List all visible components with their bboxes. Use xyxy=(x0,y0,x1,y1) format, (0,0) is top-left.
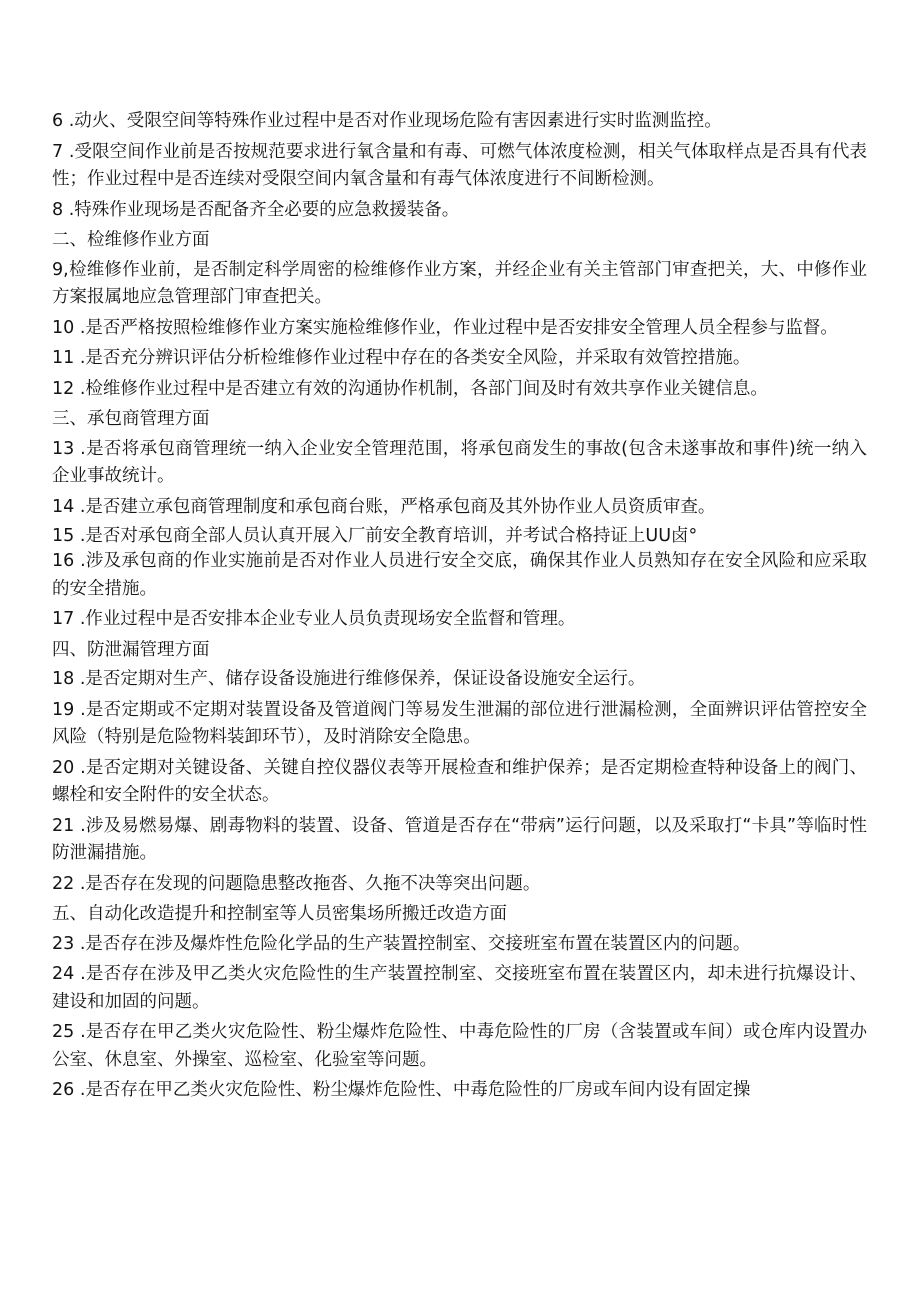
checklist-item xyxy=(52,697,867,752)
item-number-separator: . xyxy=(74,815,86,836)
item-text: 是否存在甲乙类火灾危险性、粉尘爆炸危险性、中毒危险性的厂房或车间内设有固定操 xyxy=(85,1080,751,1100)
checklist-item xyxy=(52,871,867,899)
checklist-item xyxy=(52,548,867,603)
item-number: 13 xyxy=(52,438,75,459)
item-number-separator: . xyxy=(74,317,86,338)
item-number-separator: . xyxy=(74,1022,86,1042)
item-number: 24 xyxy=(52,964,75,984)
item-text: 是否充分辨识评估分析检维修作业过程中存在的各类安全风险，并采取有效管控措施。 xyxy=(85,348,751,368)
item-number: 26 xyxy=(52,1080,75,1100)
checklist-item xyxy=(52,1077,867,1105)
item-number: 14 xyxy=(52,496,75,517)
document-body xyxy=(52,108,867,1108)
checklist-item xyxy=(52,345,867,373)
checklist-item xyxy=(52,755,867,810)
item-text: 是否对承包商全部人员认真开展入厂前安全教育培训，并考试合格持证上UU卤° xyxy=(85,526,698,546)
item-number: 16 xyxy=(52,551,75,571)
item-number-separator: . xyxy=(74,551,86,571)
item-text: 是否存在甲乙类火灾危险性、粉尘爆炸危险性、中毒危险性的厂房（含装置或车间）或仓库内设置办公室、休息室、外操室、巡检室、化验室等问题。 xyxy=(52,1022,867,1070)
item-number: 7 xyxy=(52,141,64,162)
item-text: 是否存在发现的问题隐患整改拖沓、久拖不决等突出问题。 xyxy=(85,873,541,894)
checklist-item xyxy=(52,1019,867,1074)
item-number: 17 xyxy=(52,609,75,629)
checklist-item xyxy=(52,524,867,548)
item-number-separator: . xyxy=(74,757,86,778)
item-number: 18 xyxy=(52,669,75,689)
item-text: 是否定期对关键设备、关键自控仪器仪表等开展检查和维护保养；是否定期检查特种设备上的阀门、螺栓和安全附件的安全状态。 xyxy=(52,757,867,805)
item-text: 是否将承包商管理统一纳入企业安全管理范围，将承包商发生的事故(包含未遂事故和事件)统一纳入企业事故统计。 xyxy=(52,438,867,486)
item-text: 是否建立承包商管理制度和承包商台账，严格承包商及其外协作业人员资质审查。 xyxy=(85,496,716,517)
item-number-separator: . xyxy=(63,141,75,162)
item-number-separator: . xyxy=(74,933,86,954)
item-number-separator: , xyxy=(63,259,69,280)
item-text: 是否定期对生产、储存设备设施进行维修保养，保证设备设施安全运行。 xyxy=(85,669,646,689)
item-number-separator: . xyxy=(74,348,86,368)
item-number-separator: . xyxy=(74,873,86,894)
item-number: 19 xyxy=(52,699,75,720)
item-number-separator: . xyxy=(74,669,86,689)
item-number-separator: . xyxy=(74,496,86,517)
item-text: 检维修作业前，是否制定科学周密的检维修作业方案，并经企业有关主管部门审查把关，大、中修作业方案报属地应急管理部门审查把关。 xyxy=(52,259,867,307)
checklist-item xyxy=(52,108,867,136)
item-text: 动火、受限空间等特殊作业过程中是否对作业现场危险有害因素进行实时监测监控。 xyxy=(74,111,722,131)
item-text: 涉及承包商的作业实施前是否对作业人员进行安全交底，确保其作业人员熟知存在安全风险和应采取的安全措施。 xyxy=(52,551,867,599)
checklist-item xyxy=(52,197,867,225)
item-text: 是否严格按照检维修作业方案实施检维修作业，作业过程中是否安排安全管理人员全程参与监督。 xyxy=(85,317,838,338)
checklist-item xyxy=(52,376,867,404)
checklist-item xyxy=(52,139,867,194)
item-text: 特殊作业现场是否配备齐全必要的应急救援装备。 xyxy=(74,199,460,220)
checklist-item xyxy=(52,436,867,491)
item-number-separator: . xyxy=(74,378,86,399)
checklist-item xyxy=(52,813,867,868)
item-number-separator: . xyxy=(74,699,86,720)
item-number: 21 xyxy=(52,815,75,836)
item-number: 20 xyxy=(52,757,75,778)
section-heading: 三、承包商管理方面 xyxy=(52,409,210,429)
item-number: 6 xyxy=(52,111,64,131)
item-number-separator: . xyxy=(74,1080,86,1100)
section-heading: 五、自动化改造提升和控制室等人员密集场所搬迁改造方面 xyxy=(52,904,507,924)
item-text: 涉及易燃易爆、剧毒物料的装置、设备、管道是否存在“带病”运行问题，以及采取打“卡具”等临时性防泄漏措施。 xyxy=(52,815,867,863)
item-number: 11 xyxy=(52,348,75,368)
section-heading: 二、检维修作业方面 xyxy=(52,230,210,250)
item-number: 10 xyxy=(52,317,75,338)
item-number-separator: . xyxy=(63,199,75,220)
checklist-item xyxy=(52,494,867,522)
item-number: 8 xyxy=(52,199,64,220)
item-number: 25 xyxy=(52,1022,75,1042)
item-number-separator: . xyxy=(74,438,86,459)
item-number-separator: . xyxy=(63,111,75,131)
checklist-item xyxy=(52,315,867,343)
item-text: 作业过程中是否安排本企业专业人员负责现场安全监督和管理。 xyxy=(85,609,576,629)
item-number-separator: . xyxy=(74,526,86,546)
item-number-separator: . xyxy=(74,964,86,984)
item-text: 是否定期或不定期对装置设备及管道阀门等易发生泄漏的部位进行泄漏检测，全面辨识评估管控安全风险（特别是危险物料装卸环节），及时消除安全隐患。 xyxy=(52,699,867,747)
checklist-item xyxy=(52,257,867,312)
section-heading: 四、防泄漏管理方面 xyxy=(52,639,210,660)
item-text: 是否存在涉及甲乙类火灾危险性的生产装置控制室、交接班室布置在装置区内，却未进行抗爆设计、建设和加固的问题。 xyxy=(52,964,867,1012)
checklist-item xyxy=(52,931,867,959)
item-text: 检维修作业过程中是否建立有效的沟通协作机制，各部门间及时有效共享作业关键信息。 xyxy=(85,378,768,399)
checklist-item xyxy=(52,961,867,1016)
item-number: 9 xyxy=(52,259,64,280)
item-number: 15 xyxy=(52,526,75,546)
item-number-separator: . xyxy=(74,609,86,629)
item-number: 22 xyxy=(52,873,75,894)
item-text: 是否存在涉及爆炸性危险化学品的生产装置控制室、交接班室布置在装置区内的问题。 xyxy=(85,933,751,954)
item-number: 12 xyxy=(52,378,75,399)
item-text: 受限空间作业前是否按规范要求进行氧含量和有毒、可燃气体浓度检测，相关气体取样点是否具有代表性；作业过程中是否连续对受限空间内氧含量和有毒气体浓度进行不间断检测。 xyxy=(52,141,867,189)
checklist-item xyxy=(52,606,867,634)
checklist-item xyxy=(52,666,867,694)
item-number: 23 xyxy=(52,933,75,954)
